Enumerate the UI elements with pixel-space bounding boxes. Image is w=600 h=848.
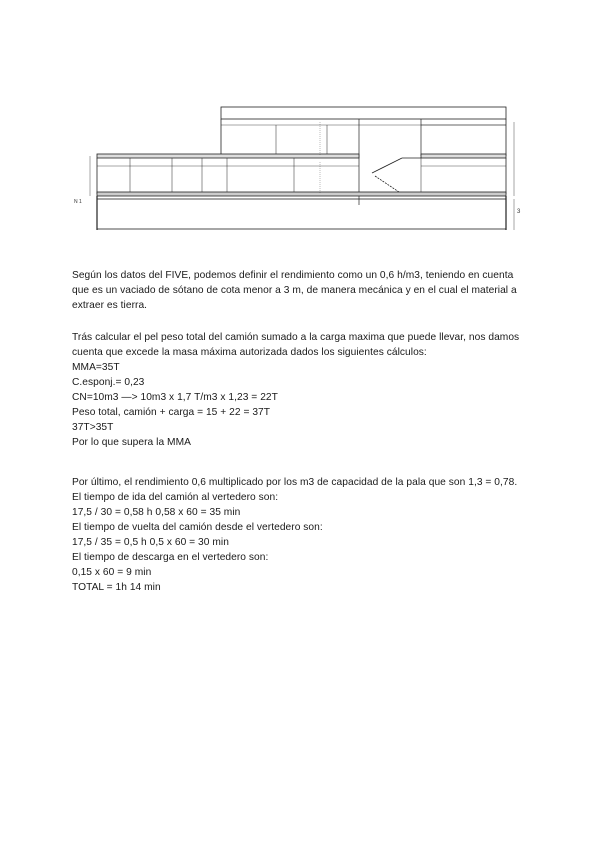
roof-slab [221,107,506,119]
calc-line: CN=10m3 —> 10m3 x 1,7 T/m3 x 1,23 = 22T [72,392,278,403]
calc-line: 17,5 / 30 = 0,58 h 0,58 x 60 = 35 min [72,507,241,518]
section-svg [72,100,532,240]
dimension-mark: 3 [517,209,521,215]
calc-line: Peso total, camión + carga = 15 + 22 = 37T [72,407,271,418]
section-tiempos [72,475,532,595]
calc-line: Por lo que supera la MMA [72,437,191,448]
calc-line: El tiempo de ida del camión al vertedero son: [72,492,279,503]
building-section-drawing [72,100,532,240]
calc-line: El tiempo de descarga en el vertedero son: [72,552,269,563]
section-camion-carga [72,330,532,450]
level-label: N 1 [74,199,82,205]
calc-line: 37T>35T [72,422,114,433]
calc-line: MMA=35T [72,362,120,373]
calc-line: 0,15 x 60 = 9 min [72,567,152,578]
calc-line: C.esponj.= 0,23 [72,377,145,388]
calc-line: TOTAL = 1h 14 min [72,582,161,593]
section-intro: Por último, el rendimiento 0,6 multiplicado por los m3 de capacidad de la pala que son 1,3 = 0,78. [72,477,518,488]
calc-line: El tiempo de vuelta del camión desde el vertedero son: [72,522,323,533]
section-intro: Trás calcular el pel peso total del camión sumado a la carga maxima que puede llevar, nos damos cuenta que excede la masa máxima autorizada dados los siguientes cálculos: [72,332,520,358]
paragraph-rendimiento [72,268,532,313]
paragraph-text: Según los datos del FIVE, podemos definir el rendimiento como un 0,6 h/m3, teniendo en cuenta que es un vaciado de sótano de cota menor a 3 m, de manera mecánica y en el cual el material a extraer es tierra. [72,270,517,311]
calc-line: 17,5 / 35 = 0,5 h 0,5 x 60 = 30 min [72,537,229,548]
